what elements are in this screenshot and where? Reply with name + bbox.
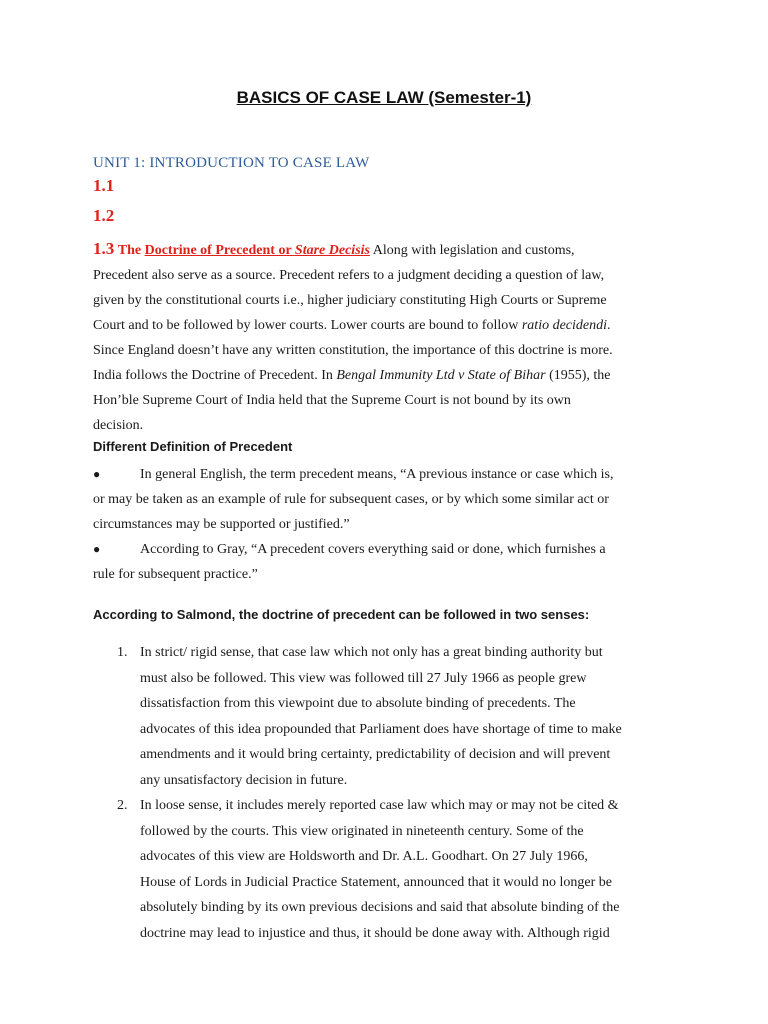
section-1-3-doctrine-title — [145, 243, 370, 258]
doctrine-title-text: Doctrine of Precedent or — [144, 243, 295, 258]
paragraph-line: Hon’ble Supreme Court of India held that the Supreme Court is not bound by its own — [93, 393, 571, 408]
paragraph-text: Court and to be followed by lower courts. Lower courts are bound to follow — [93, 318, 522, 333]
paragraph-text: India follows the Doctrine of Precedent. In — [93, 368, 337, 383]
definition-line: circumstances may be supported or justified.” — [93, 517, 350, 532]
definition-line: According to Gray, “A precedent covers everything said or done, which furnishes a — [140, 542, 606, 557]
definition-list — [93, 462, 673, 587]
sense-line: absolutely binding by its own previous decisions and said that absolute binding of the — [140, 900, 620, 915]
sense-line: In strict/ rigid sense, that case law which not only has a great binding authority but — [140, 645, 603, 660]
paragraph-line: Since England doesn’t have any written constitution, the importance of this doctrine is more. — [93, 343, 613, 358]
sense-line: must also be followed. This view was followed till 27 July 1966 as people grew — [140, 670, 587, 686]
paragraph-line — [93, 313, 671, 338]
stare-decisis-text: Stare Decisis — [294, 243, 370, 258]
sense-line: dissatisfaction from this viewpoint due to absolute binding of precedents. The — [140, 696, 576, 711]
section-1-3-the: The — [117, 243, 142, 258]
definition-item — [93, 462, 673, 537]
definition-line: or may be taken as an example of rule for subsequent cases, or by which some similar act or — [93, 492, 609, 507]
sense-line: amendments and it would bring certainty, predictability of decision and will prevent — [140, 747, 611, 762]
paragraph-line — [93, 236, 671, 263]
bullet-icon: ● — [93, 467, 101, 481]
sense-line: advocates of this view are Holdsworth and Dr. A.L. Goodhart. On 27 July 1966, — [140, 849, 588, 864]
paragraph-line — [93, 363, 671, 388]
case-name-text: Bengal Immunity Ltd v State of Bihar — [336, 368, 546, 383]
section-1-1: 1.1 — [93, 176, 115, 195]
paragraph-line: decision. — [93, 418, 144, 433]
definition-line: In general English, the term precedent means, “A previous instance or case which is, — [140, 467, 614, 482]
sense-line: In loose sense, it includes merely reported case law which may or may not be cited & — [140, 798, 619, 813]
sense-number: 1. — [117, 645, 128, 660]
senses-list — [117, 640, 677, 946]
section-1-2: 1.2 — [93, 206, 115, 225]
case-year-text: (1955), the — [545, 368, 611, 383]
paragraph-line: given by the constitutional courts i.e., higher judiciary constituting High Courts or Supreme — [93, 293, 607, 308]
sense-item — [117, 640, 677, 793]
unit-heading: UNIT 1: INTRODUCTION TO CASE LAW — [93, 155, 370, 171]
sense-line: any unsatisfactory decision in future. — [140, 772, 348, 788]
sense-line: doctrine may lead to injustice and thus, it should be done away with. Although rigid — [140, 925, 610, 941]
sense-line: advocates of this idea propounded that Parliament does have shortage of time to make — [140, 721, 622, 737]
definition-item — [93, 537, 673, 587]
paragraph-text: . — [607, 318, 611, 333]
sense-number: 2. — [117, 798, 128, 813]
document-title: BASICS OF CASE LAW (Semester-1) — [236, 88, 532, 107]
ratio-decidendi-text: ratio decidendi — [521, 318, 608, 333]
paragraph-text: Along with legislation and customs, — [369, 243, 575, 258]
salmond-heading: According to Salmond, the doctrine of precedent can be followed in two senses: — [93, 607, 590, 622]
bullet-icon: ● — [93, 542, 101, 556]
sense-item — [117, 793, 677, 946]
sense-line: House of Lords in Judicial Practice Statement, announced that it would no longer be — [140, 874, 612, 890]
sense-line: followed by the courts. This view originated in nineteenth century. Some of the — [140, 823, 584, 839]
section-1-3-number: 1.3 — [93, 239, 115, 258]
paragraph-line: Precedent also serve as a source. Precedent refers to a judgment deciding a question of law, — [93, 268, 605, 283]
different-definition-heading: Different Definition of Precedent — [93, 439, 293, 454]
section-1-3-paragraph — [93, 236, 671, 438]
definition-line: rule for subsequent practice.” — [93, 567, 258, 582]
